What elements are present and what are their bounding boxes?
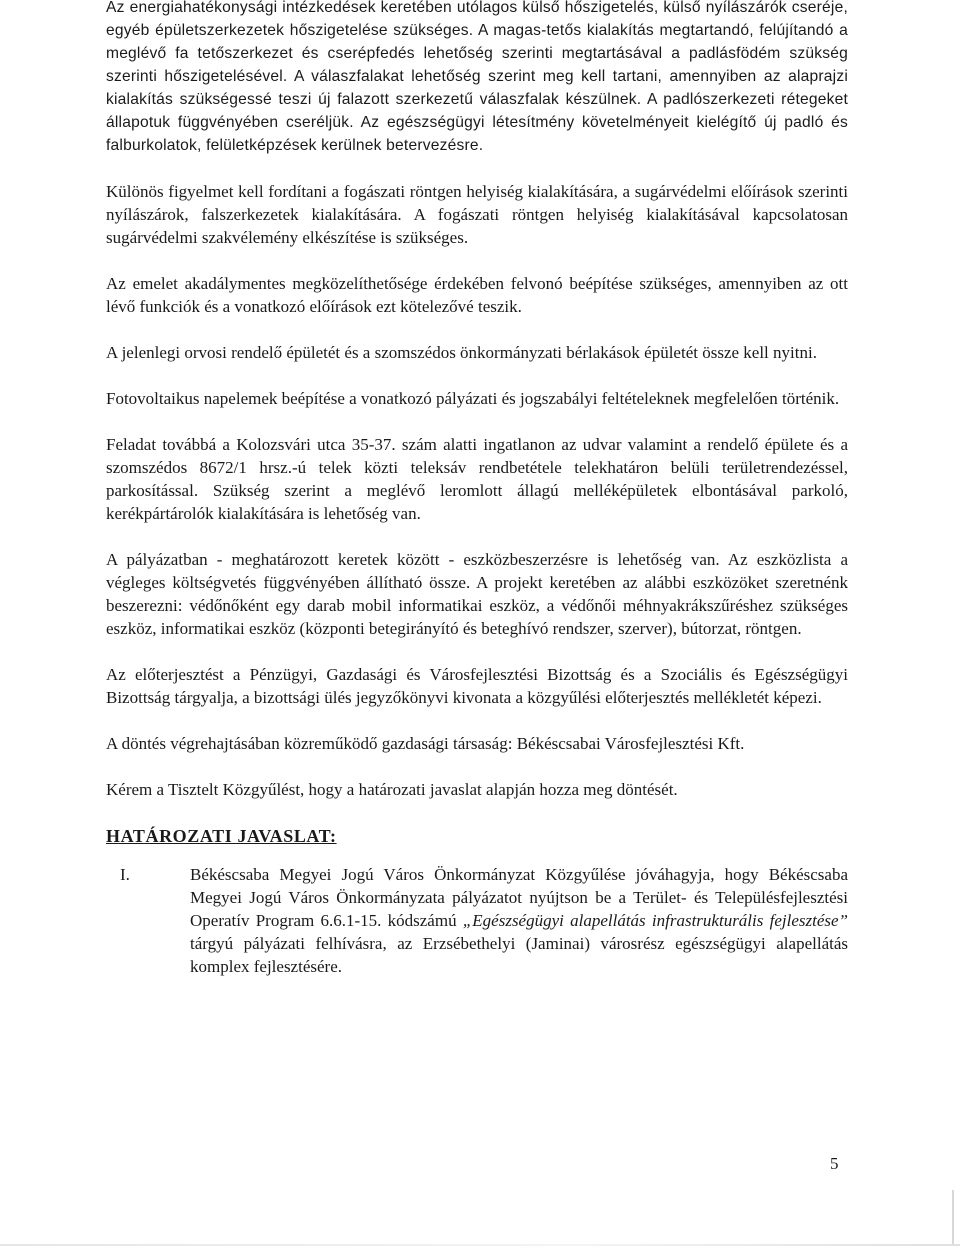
paragraph-request: Kérem a Tisztelt Közgyűlést, hogy a határozati javaslat alapján hozza meg döntését. [106, 780, 678, 799]
scan-edge-right [952, 1190, 954, 1244]
decision-italic-title: „Egészségügyi alapellátás infrastrukturális fejlesztése” [462, 911, 848, 930]
paragraph-gap [106, 318, 848, 341]
paragraph-gap [106, 410, 848, 433]
decision-text-before: Békéscsaba Megyei Jogú Város Önkormányzat Közgyűlése jóváhagyja, hogy Békéscsaba Megyei Jogú Város Önkormányzata pályázatot nyújtson be a Terület- és Településfejlesztési Operatív Program 6.6.1-15. kódszámú [190, 865, 848, 930]
paragraph-energy-efficiency: Az energiahatékonysági intézkedések keretében utólagos külső hőszigetelés, külső nyílászárók cseréje, egyéb épületszerkezetek hőszigetelése szükséges. A magas-tetős kialakítás megtartandó, felújítandó a meglévő fa tetőszerkezet és cserépfedés lehetőség szerinti megtartásával a padlásfödém szükség szerinti hőszigetelésével. A válaszfalakat lehetőség szerint meg kell tartani, amennyiben az alaprajzi kialakítás szükségessé teszi új falazott szerkezetű válaszfalak készülnek. A padlószerkezeti rétegeket állapotuk függvényében cseréljük. Az egészségügyi létesítmény követelményeit kielégítő új padló és falburkolatok, felületképzések kerülnek betervezésre. [106, 0, 848, 154]
paragraph-gap [106, 525, 848, 548]
paragraph-implementing-company: A döntés végrehajtásában közreműködő gazdasági társaság: Békéscsabai Városfejlesztési Kft. [106, 734, 745, 753]
paragraph-building-connection: A jelenlegi orvosi rendelő épületét és a szomszédos önkormányzati bérlakások épületét össze kell nyitni. [106, 343, 817, 362]
paragraph-committees: Az előterjesztést a Pénzügyi, Gazdasági és Városfejlesztési Bizottság és a Szociális és Egészségügyi Bizottság tárgyalja, a bizottsági ülés jegyzőkönyvi kivonata a közgyűlési előterjesztés mellékletét képezi. [106, 665, 848, 707]
paragraph-photovoltaic: Fotovoltaikus napelemek beépítése a vonatkozó pályázati és jogszabályi feltételeknek megfelelően történik. [106, 389, 840, 408]
paragraph-gap [106, 755, 848, 778]
section-heading: HATÁROZATI JAVASLAT: [106, 826, 337, 846]
paragraph-gap [106, 801, 848, 824]
document-page [106, 0, 848, 978]
paragraph-gap [106, 364, 848, 387]
paragraph-gap [106, 157, 848, 180]
paragraph-gap [106, 709, 848, 732]
paragraph-gap [106, 249, 848, 272]
decision-number: I. [120, 865, 130, 884]
decision-text [190, 863, 848, 978]
scan-edge-bottom [0, 1244, 960, 1246]
decision-item [106, 863, 848, 978]
paragraph-site-arrangement: Feladat továbbá a Kolozsvári utca 35-37. szám alatti ingatlanon az udvar valamint a rendelő épülete és a szomszédos 8672/1 hrsz.-ú telek közti teleksáv rendbetétele telekhatáron belüli területrendezéssel, parkosítással. Szükség szerint a meglévő leromlott állagú melléképületek elbontásával parkoló, kerékpártárolók kialakítására is lehetőség van. [106, 435, 848, 523]
paragraph-equipment: A pályázatban - meghatározott keretek között - eszközbeszerzésre is lehetőség van. Az eszközlista a végleges költségvetés függvényében állítható össze. A projekt keretében az alábbi eszközöket szeretnénk beszerezni: védőnőként egy darab mobil informatikai eszköz, a védőnői méhnyakrákszűréshez szükséges eszköz, informatikai eszköz (központi betegirányító és beteghívó rendszer, szerver), bútorzat, röntgen. [106, 550, 848, 638]
page-number: 5 [830, 1154, 839, 1173]
paragraph-gap [106, 640, 848, 663]
paragraph-elevator: Az emelet akadálymentes megközelíthetősége érdekében felvonó beépítése szükséges, amennyiben az ott lévő funkciók és a vonatkozó előírások ezt kötelezővé teszik. [106, 274, 848, 316]
paragraph-xray-room: Különös figyelmet kell fordítani a fogászati röntgen helyiség kialakítására, a sugárvédelmi előírások szerinti nyílászárok, falszerkezetek kialakítására. A fogászati röntgen helyiség kialakításával kapcsolatosan sugárvédelmi szakvélemény elkészítése is szükséges. [106, 182, 848, 247]
decision-text-after: tárgyú pályázati felhívásra, az Erzsébethelyi (Jaminai) városrész egészségügyi alapellátás komplex fejlesztésére. [190, 934, 848, 976]
